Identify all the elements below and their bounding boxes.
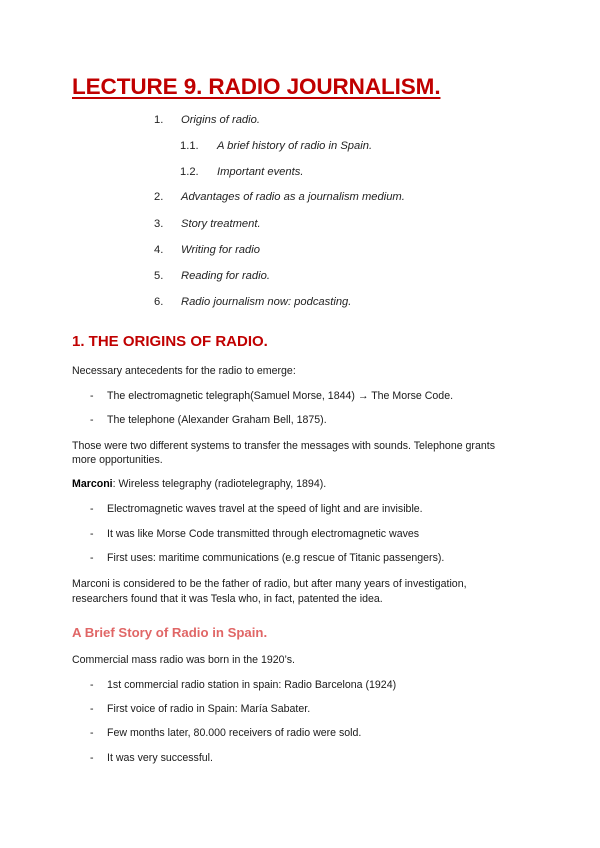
- toc-number: 1.2.: [180, 166, 199, 178]
- toc-text: Story treatment.: [181, 218, 261, 230]
- section-heading: 1. THE ORIGINS OF RADIO.: [72, 333, 268, 350]
- list-item-text: It was like Morse Code transmitted through electromagnetic waves: [107, 528, 420, 540]
- toc-number: 4.: [154, 244, 164, 256]
- paragraph-text: : Wireless telegraphy (radiotelegraphy, 1894).: [112, 478, 327, 490]
- toc-number: 3.: [154, 218, 164, 230]
- page-title: LECTURE 9. RADIO JOURNALISM.: [72, 74, 441, 99]
- bullet-dash: -: [90, 390, 94, 402]
- bullet-dash: -: [90, 679, 94, 691]
- paragraph-line: researchers found that it was Tesla who, in fact, patented the idea.: [72, 593, 383, 605]
- toc-text: Radio journalism now: podcasting.: [181, 296, 352, 308]
- list-item-text: Few months later, 80.000 receivers of radio were sold.: [107, 727, 362, 739]
- bullet-dash: -: [90, 503, 94, 515]
- toc-text: Reading for radio.: [181, 270, 270, 282]
- paragraph-line: more opportunities.: [72, 454, 163, 466]
- toc-number: 1.1.: [180, 140, 199, 152]
- list-item-text: The electromagnetic telegraph(Samuel Morse, 1844) → The Morse Code.: [107, 390, 454, 402]
- list-item-text: First voice of radio in Spain: María Sabater.: [107, 703, 311, 715]
- bullet-dash: -: [90, 414, 94, 426]
- bullet-dash: -: [90, 727, 94, 739]
- toc-number: 1.: [154, 114, 164, 126]
- bullet-dash: -: [90, 552, 94, 564]
- list-item-text: Electromagnetic waves travel at the speed of light and are invisible.: [107, 503, 423, 515]
- paragraph-line: Marconi is considered to be the father of radio, but after many years of investigation,: [72, 578, 467, 590]
- list-item-text: 1st commercial radio station in spain: Radio Barcelona (1924): [107, 679, 397, 691]
- paragraph: Commercial mass radio was born in the 1920’s.: [72, 654, 295, 666]
- list-item-text: It was very successful.: [107, 752, 213, 764]
- bullet-dash: -: [90, 528, 94, 540]
- bold-term: Marconi: [72, 478, 113, 490]
- toc-text: Important events.: [217, 166, 304, 178]
- bullet-dash: -: [90, 752, 94, 764]
- toc-text: A brief history of radio in Spain.: [217, 140, 373, 152]
- toc-text: Origins of radio.: [181, 114, 260, 126]
- toc-number: 5.: [154, 270, 164, 282]
- bullet-dash: -: [90, 703, 94, 715]
- toc-number: 6.: [154, 296, 164, 308]
- toc-text: Advantages of radio as a journalism medium.: [181, 191, 405, 203]
- paragraph: [72, 477, 326, 492]
- toc-number: 2.: [154, 191, 164, 203]
- toc-text: Writing for radio: [181, 244, 260, 256]
- subsection-heading: A Brief Story of Radio in Spain.: [72, 625, 268, 640]
- list-item-text: First uses: maritime communications (e.g rescue of Titanic passengers).: [107, 552, 445, 564]
- paragraph-line: Those were two different systems to transfer the messages with sounds. Telephone grants: [72, 440, 495, 452]
- paragraph: Necessary antecedents for the radio to emerge:: [72, 365, 296, 377]
- list-item-text: The telephone (Alexander Graham Bell, 1875).: [107, 414, 327, 426]
